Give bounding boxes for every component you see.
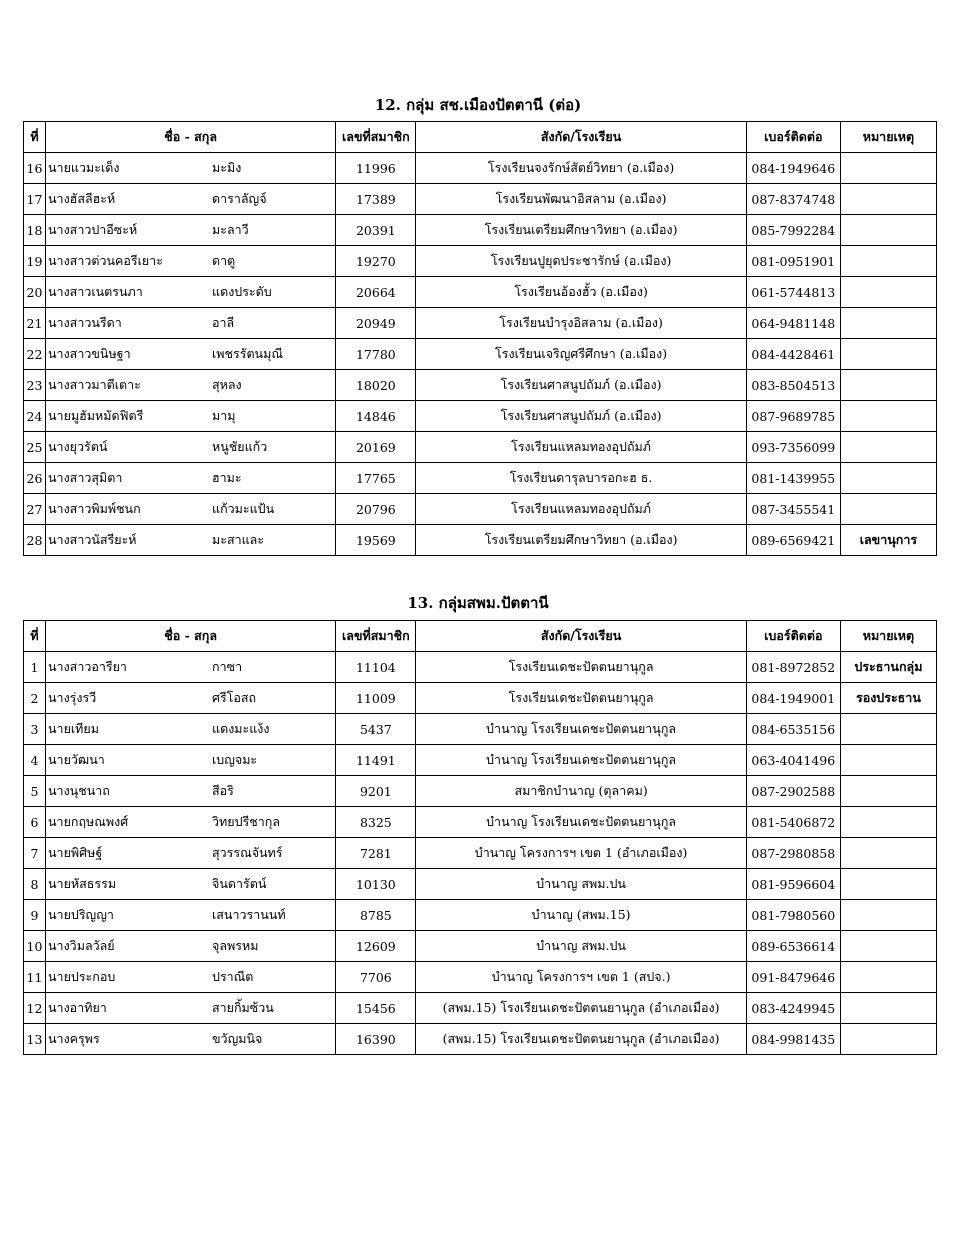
phone-number: 081-7980560 [746, 900, 840, 931]
member-id: 9201 [336, 776, 416, 807]
member-surname: จินดารัตน์ [212, 876, 267, 891]
member-surname: หนูชัยแก้ว [212, 439, 268, 454]
member-name-cell [46, 807, 336, 838]
affiliation: โรงเรียนเจริญศรีศึกษา (อ.เมือง) [416, 339, 746, 370]
row-number: 8 [24, 869, 46, 900]
member-name-cell [46, 745, 336, 776]
phone-number: 081-0951901 [746, 246, 840, 277]
affiliation: บำนาญ สพม.ปน [416, 869, 746, 900]
affiliation: โรงเรียนศาสนูปถัมภ์ (อ.เมือง) [416, 401, 746, 432]
member-id: 20664 [336, 277, 416, 308]
member-id: 18020 [336, 370, 416, 401]
affiliation: บำนาญ โรงเรียนเดชะปัตตนยานุกูล [416, 807, 746, 838]
member-first-name: นางฮัสลีฮะห์ [48, 191, 116, 206]
member-name-cell [46, 153, 336, 184]
affiliation: บำนาญ (สพม.15) [416, 900, 746, 931]
note: รองประธาน [840, 683, 936, 714]
header-affiliation: สังกัด/โรงเรียน [416, 122, 746, 153]
row-number: 22 [24, 339, 46, 370]
member-name-cell [46, 683, 336, 714]
member-surname: สายกิ้มซ้วน [212, 1000, 274, 1015]
member-id: 11009 [336, 683, 416, 714]
row-number: 9 [24, 900, 46, 931]
table-row [24, 993, 937, 1024]
member-name-cell [46, 215, 336, 246]
header-note: หมายเหตุ [840, 621, 936, 652]
affiliation: สมาชิกบำนาญ (ตุลาคม) [416, 776, 746, 807]
member-surname: ดาตู [212, 253, 236, 268]
phone-number: 084-1949001 [746, 683, 840, 714]
affiliation: (สพม.15) โรงเรียนเดชะปัตตนยานุกูล (อำเภอเมือง) [416, 993, 746, 1024]
phone-number: 081-8972852 [746, 652, 840, 683]
affiliation: โรงเรียนศาสนูปถัมภ์ (อ.เมือง) [416, 370, 746, 401]
phone-number: 083-8504513 [746, 370, 840, 401]
table-row [24, 745, 937, 776]
member-name-cell [46, 432, 336, 463]
member-first-name: นางสาวอารียา [48, 659, 127, 674]
table-row [24, 339, 937, 370]
member-first-name: นายพิศิษฐ์ [48, 845, 103, 860]
row-number: 27 [24, 494, 46, 525]
affiliation: โรงเรียนแหลมทองอุปถัมภ์ [416, 432, 746, 463]
member-first-name: นายหัสธรรม [48, 876, 117, 891]
member-first-name: นายกฤษณพงศ์ [48, 814, 129, 829]
member-name-cell [46, 652, 336, 683]
affiliation: โรงเรียนดารุลบารอกะฮ ธ. [416, 463, 746, 494]
member-surname: เบญจมะ [212, 752, 258, 767]
phone-number: 084-4428461 [746, 339, 840, 370]
row-number: 18 [24, 215, 46, 246]
member-name-cell [46, 277, 336, 308]
member-name-cell [46, 246, 336, 277]
table-row [24, 184, 937, 215]
member-surname: แดงประดับ [212, 284, 272, 299]
member-first-name: นางครุพร [48, 1031, 100, 1046]
member-name-cell [46, 931, 336, 962]
member-id: 8325 [336, 807, 416, 838]
member-first-name: นายแวมะเด็ง [48, 160, 120, 175]
member-id: 17389 [336, 184, 416, 215]
table-row [24, 1024, 937, 1055]
member-name-cell [46, 869, 336, 900]
member-id: 19569 [336, 525, 416, 556]
table-row [24, 401, 937, 432]
phone-number: 087-2980858 [746, 838, 840, 869]
table-header-row [24, 621, 937, 652]
note [840, 776, 936, 807]
member-first-name: นายประกอบ [48, 969, 116, 984]
affiliation: โรงเรียนแหลมทองอุปถัมภ์ [416, 494, 746, 525]
affiliation: บำนาญ โครงการฯ เขต 1 (สปจ.) [416, 962, 746, 993]
member-surname: สีอริ [212, 783, 234, 798]
row-number: 7 [24, 838, 46, 869]
phone-number: 083-4249945 [746, 993, 840, 1024]
phone-number: 084-6535156 [746, 714, 840, 745]
table-row [24, 931, 937, 962]
member-surname: เสนาวรานนท์ [212, 907, 286, 922]
affiliation: บำนาญ สพม.ปน [416, 931, 746, 962]
member-first-name: นางอาทิยา [48, 1000, 107, 1015]
note [840, 370, 936, 401]
phone-number: 093-7356099 [746, 432, 840, 463]
affiliation: โรงเรียนเตรียมศึกษาวิทยา (อ.เมือง) [416, 215, 746, 246]
row-number: 26 [24, 463, 46, 494]
note [840, 246, 936, 277]
table-header-row [24, 122, 937, 153]
row-number: 23 [24, 370, 46, 401]
row-number: 13 [24, 1024, 46, 1055]
table-row [24, 900, 937, 931]
phone-number: 081-1439955 [746, 463, 840, 494]
note [840, 714, 936, 745]
member-surname: ดาราลัญจ์ [212, 191, 267, 206]
note [840, 339, 936, 370]
note [840, 215, 936, 246]
member-surname: จุลพรหม [212, 938, 259, 953]
member-first-name: นางนุชนาถ [48, 783, 110, 798]
header-member-id: เลขที่สมาชิก [336, 621, 416, 652]
note [840, 900, 936, 931]
member-name-cell [46, 525, 336, 556]
table-row [24, 153, 937, 184]
member-name-cell [46, 900, 336, 931]
table-row [24, 215, 937, 246]
phone-number: 084-9981435 [746, 1024, 840, 1055]
row-number: 5 [24, 776, 46, 807]
member-surname: ขวัญมนิจ [212, 1031, 263, 1046]
member-surname: อาลี [212, 315, 235, 330]
member-name-cell [46, 494, 336, 525]
row-number: 16 [24, 153, 46, 184]
note [840, 184, 936, 215]
member-id: 19270 [336, 246, 416, 277]
affiliation: โรงเรียนเตรียมศึกษาวิทยา (อ.เมือง) [416, 525, 746, 556]
member-surname: แก้วมะแป้น [212, 501, 275, 516]
table-row [24, 463, 937, 494]
member-first-name: นางสาวปาอีซะห์ [48, 222, 138, 237]
phone-number: 084-1949646 [746, 153, 840, 184]
table-row [24, 308, 937, 339]
group12-rows [24, 153, 937, 556]
phone-number: 087-9689785 [746, 401, 840, 432]
member-first-name: นางยุวรัตน์ [48, 439, 108, 454]
member-name-cell [46, 308, 336, 339]
row-number: 6 [24, 807, 46, 838]
phone-number: 087-8374748 [746, 184, 840, 215]
member-first-name: นายวัฒนา [48, 752, 105, 767]
header-name: ชื่อ - สกุล [46, 122, 336, 153]
member-name-cell [46, 838, 336, 869]
header-phone: เบอร์ติดต่อ [746, 621, 840, 652]
member-surname: วิทยปรีชากุล [212, 814, 280, 829]
row-number: 28 [24, 525, 46, 556]
member-id: 7706 [336, 962, 416, 993]
member-surname: ฮามะ [212, 470, 242, 485]
member-name-cell [46, 1024, 336, 1055]
header-member-id: เลขที่สมาชิก [336, 122, 416, 153]
row-number: 4 [24, 745, 46, 776]
row-number: 25 [24, 432, 46, 463]
member-surname: มะลาวี [212, 222, 249, 237]
row-number: 2 [24, 683, 46, 714]
member-first-name: นายปริญญา [48, 907, 114, 922]
member-first-name: นายมูฮัมหมัดฟิตรี [48, 408, 144, 423]
row-number: 1 [24, 652, 46, 683]
member-id: 16390 [336, 1024, 416, 1055]
member-name-cell [46, 401, 336, 432]
row-number: 3 [24, 714, 46, 745]
table-row [24, 652, 937, 683]
header-affiliation: สังกัด/โรงเรียน [416, 621, 746, 652]
table-row [24, 525, 937, 556]
note [840, 432, 936, 463]
row-number: 24 [24, 401, 46, 432]
member-id: 11996 [336, 153, 416, 184]
member-name-cell [46, 463, 336, 494]
table-row [24, 838, 937, 869]
note [840, 153, 936, 184]
group13-table [23, 620, 937, 1055]
member-id: 5437 [336, 714, 416, 745]
member-surname: ปราณีต [212, 969, 254, 984]
row-number: 10 [24, 931, 46, 962]
group12-title: 12. กลุ่ม สช.เมืองปัตตานี (ต่อ) [374, 96, 582, 114]
note: เลขานุการ [840, 525, 936, 556]
table-row [24, 370, 937, 401]
member-first-name: นายเทียม [48, 721, 99, 736]
member-first-name: นางสาวพิมพ์ชนก [48, 501, 141, 516]
member-id: 10130 [336, 869, 416, 900]
member-id: 15456 [336, 993, 416, 1024]
row-number: 17 [24, 184, 46, 215]
table-row [24, 776, 937, 807]
member-first-name: นางสาวต่วนคอรีเยาะ [48, 253, 163, 268]
member-surname: มะมิง [212, 160, 242, 175]
member-surname: มามุ [212, 408, 236, 423]
affiliation: โรงเรียนอ้องฮั้ว (อ.เมือง) [416, 277, 746, 308]
phone-number: 087-2902588 [746, 776, 840, 807]
member-id: 17780 [336, 339, 416, 370]
phone-number: 089-6569421 [746, 525, 840, 556]
note [840, 1024, 936, 1055]
member-id: 8785 [336, 900, 416, 931]
affiliation: บำนาญ โรงเรียนเดชะปัตตนยานุกูล [416, 745, 746, 776]
note: ประธานกลุ่ม [840, 652, 936, 683]
note [840, 931, 936, 962]
member-name-cell [46, 370, 336, 401]
member-surname: สุหลง [212, 377, 242, 392]
phone-number: 063-4041496 [746, 745, 840, 776]
table-row [24, 807, 937, 838]
member-id: 11104 [336, 652, 416, 683]
header-no: ที่ [24, 621, 46, 652]
phone-number: 081-5406872 [746, 807, 840, 838]
table-row [24, 432, 937, 463]
member-surname: มะสาและ [212, 532, 265, 547]
member-id: 20391 [336, 215, 416, 246]
member-name-cell [46, 184, 336, 215]
header-note: หมายเหตุ [840, 122, 936, 153]
note [840, 745, 936, 776]
note [840, 401, 936, 432]
table-row [24, 246, 937, 277]
group13-rows [24, 652, 937, 1055]
note [840, 494, 936, 525]
affiliation: โรงเรียนเดชะปัตตนยานุกูล [416, 683, 746, 714]
note [840, 869, 936, 900]
note [840, 277, 936, 308]
member-first-name: นางสาวสุมิตา [48, 470, 123, 485]
affiliation: โรงเรียนบำรุงอิสลาม (อ.เมือง) [416, 308, 746, 339]
row-number: 19 [24, 246, 46, 277]
note [840, 993, 936, 1024]
table-row [24, 714, 937, 745]
header-no: ที่ [24, 122, 46, 153]
row-number: 12 [24, 993, 46, 1024]
note [840, 838, 936, 869]
member-id: 12609 [336, 931, 416, 962]
phone-number: 087-3455541 [746, 494, 840, 525]
phone-number: 089-6536614 [746, 931, 840, 962]
member-name-cell [46, 714, 336, 745]
member-first-name: นางสาวมาตีเตาะ [48, 377, 141, 392]
phone-number: 081-9596604 [746, 869, 840, 900]
member-first-name: นางสาวขนิษฐา [48, 346, 131, 361]
table-row [24, 494, 937, 525]
member-id: 14846 [336, 401, 416, 432]
member-name-cell [46, 962, 336, 993]
row-number: 11 [24, 962, 46, 993]
member-id: 20169 [336, 432, 416, 463]
member-first-name: นางรุ่งรวี [48, 690, 97, 705]
header-phone: เบอร์ติดต่อ [746, 122, 840, 153]
affiliation: โรงเรียนปูยุดประชารักษ์ (อ.เมือง) [416, 246, 746, 277]
member-id: 7281 [336, 838, 416, 869]
row-number: 20 [24, 277, 46, 308]
member-first-name: นางสาวเนตรนภา [48, 284, 143, 299]
note [840, 962, 936, 993]
member-first-name: นางวิมลวัลย์ [48, 938, 115, 953]
header-name: ชื่อ - สกุล [46, 621, 336, 652]
member-surname: แดงมะแง้ง [212, 721, 270, 736]
member-first-name: นางสาวนรีดา [48, 315, 122, 330]
affiliation: บำนาญ โรงเรียนเดชะปัตตนยานุกูล [416, 714, 746, 745]
affiliation: โรงเรียนเดชะปัตตนยานุกูล [416, 652, 746, 683]
note [840, 308, 936, 339]
member-surname: ศรีโอสถ [212, 690, 257, 705]
phone-number: 091-8479646 [746, 962, 840, 993]
member-id: 20796 [336, 494, 416, 525]
member-surname: กาซา [212, 659, 243, 674]
member-name-cell [46, 776, 336, 807]
group13-title: 13. กลุ่มสพม.ปัตตานี [407, 594, 549, 612]
affiliation: บำนาญ โครงการฯ เขต 1 (อำเภอเมือง) [416, 838, 746, 869]
note [840, 463, 936, 494]
table-row [24, 962, 937, 993]
table-row [24, 869, 937, 900]
member-id: 11491 [336, 745, 416, 776]
member-first-name: นางสาวนัสรียะห์ [48, 532, 137, 547]
member-name-cell [46, 993, 336, 1024]
table-row [24, 683, 937, 714]
member-id: 17765 [336, 463, 416, 494]
affiliation: โรงเรียนจงรักษ์สัตย์วิทยา (อ.เมือง) [416, 153, 746, 184]
affiliation: โรงเรียนพัฒนาอิสลาม (อ.เมือง) [416, 184, 746, 215]
member-surname: สุวรรณจันทร์ [212, 845, 283, 860]
table-row [24, 277, 937, 308]
note [840, 807, 936, 838]
row-number: 21 [24, 308, 46, 339]
affiliation: (สพม.15) โรงเรียนเดชะปัตตนยานุกูล (อำเภอเมือง) [416, 1024, 746, 1055]
group12-table [23, 121, 937, 556]
phone-number: 085-7992284 [746, 215, 840, 246]
phone-number: 064-9481148 [746, 308, 840, 339]
member-name-cell [46, 339, 336, 370]
member-id: 20949 [336, 308, 416, 339]
phone-number: 061-5744813 [746, 277, 840, 308]
member-surname: เพชรรัตนมุณี [212, 346, 283, 361]
